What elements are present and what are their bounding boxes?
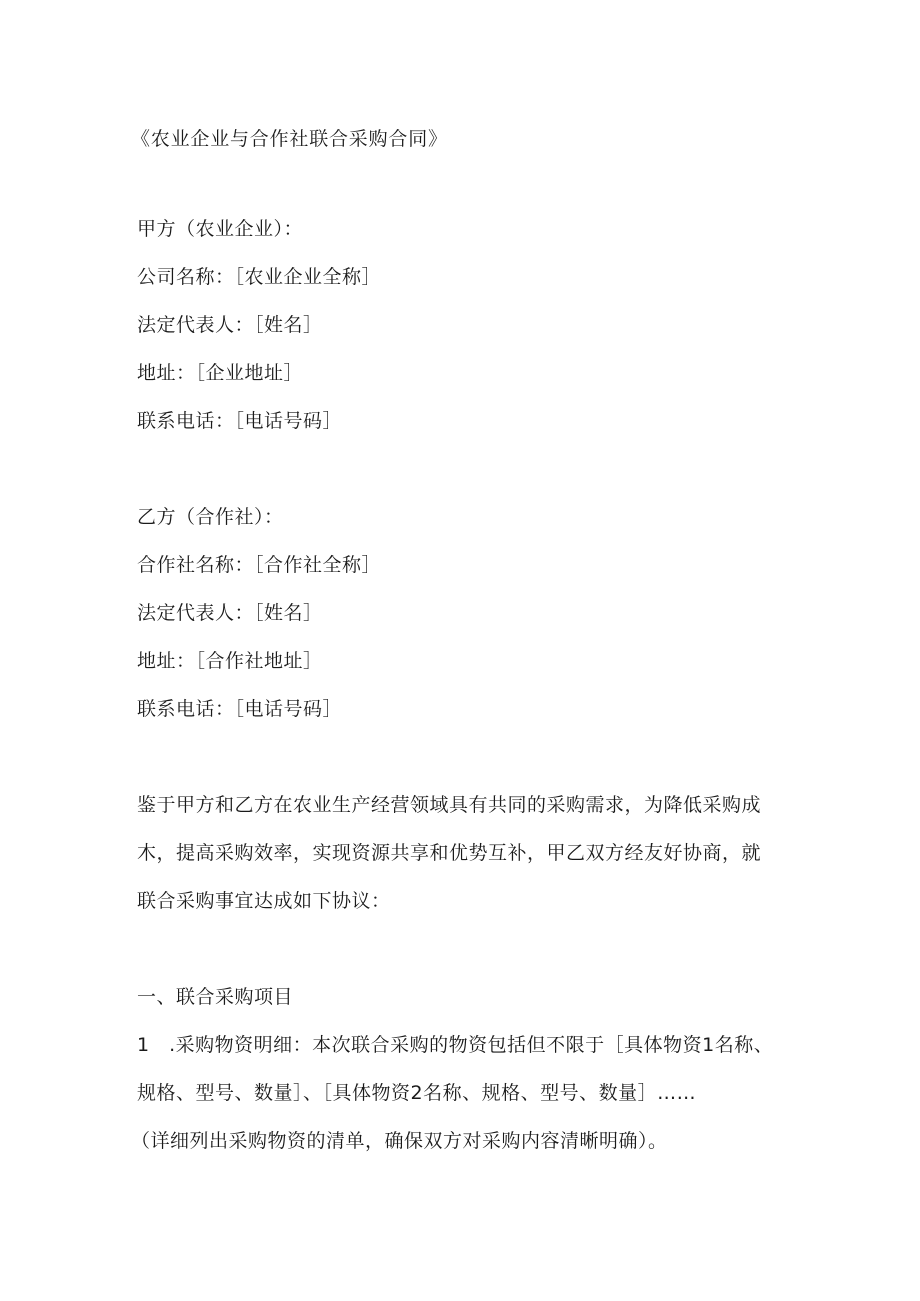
preamble-line: 联合采购事宜达成如下协议： [137, 890, 391, 912]
preamble-line: 木，提高采购效率，实现资源共享和优势互补，甲乙双方经友好协商，就 [137, 842, 762, 864]
preamble-line: 鉴于甲方和乙方在农业生产经营领域具有共同的采购需求，为降低采购成 [137, 794, 762, 816]
section-1-item-line: （详细列出采购物资的清单，确保双方对采购内容清晰明确）。 [131, 1130, 668, 1152]
party-b-cooperative-name: 合作社名称：［合作社全称］ [137, 554, 382, 576]
party-a-representative: 法定代表人：［姓名］ [137, 314, 323, 336]
party-a-phone: 联系电话：［电话号码］ [137, 410, 343, 432]
document-title: 《农业企业与合作社联合采购合同》 [131, 128, 448, 150]
section-1-item-line: 规格、型号、数量］、［具体物资2名称、规格、型号、数量］…… [137, 1082, 697, 1104]
party-a-heading: 甲方（农业企业）： [137, 218, 304, 240]
party-a-address: 地址：［企业地址］ [137, 362, 304, 384]
party-b-heading: 乙方（合作社）： [137, 506, 284, 528]
party-b-address: 地址：［合作社地址］ [137, 650, 323, 672]
section-1-item-line: 1 .采购物资明细：本次联合采购的物资包括但不限于［具体物资1名称、 [137, 1034, 774, 1056]
section-1-heading: 一、联合采购项目 [137, 986, 294, 1008]
party-a-company-name: 公司名称：［农业企业全称］ [137, 266, 382, 288]
party-b-phone: 联系电话：［电话号码］ [137, 698, 343, 720]
party-b-representative: 法定代表人：［姓名］ [137, 602, 323, 624]
